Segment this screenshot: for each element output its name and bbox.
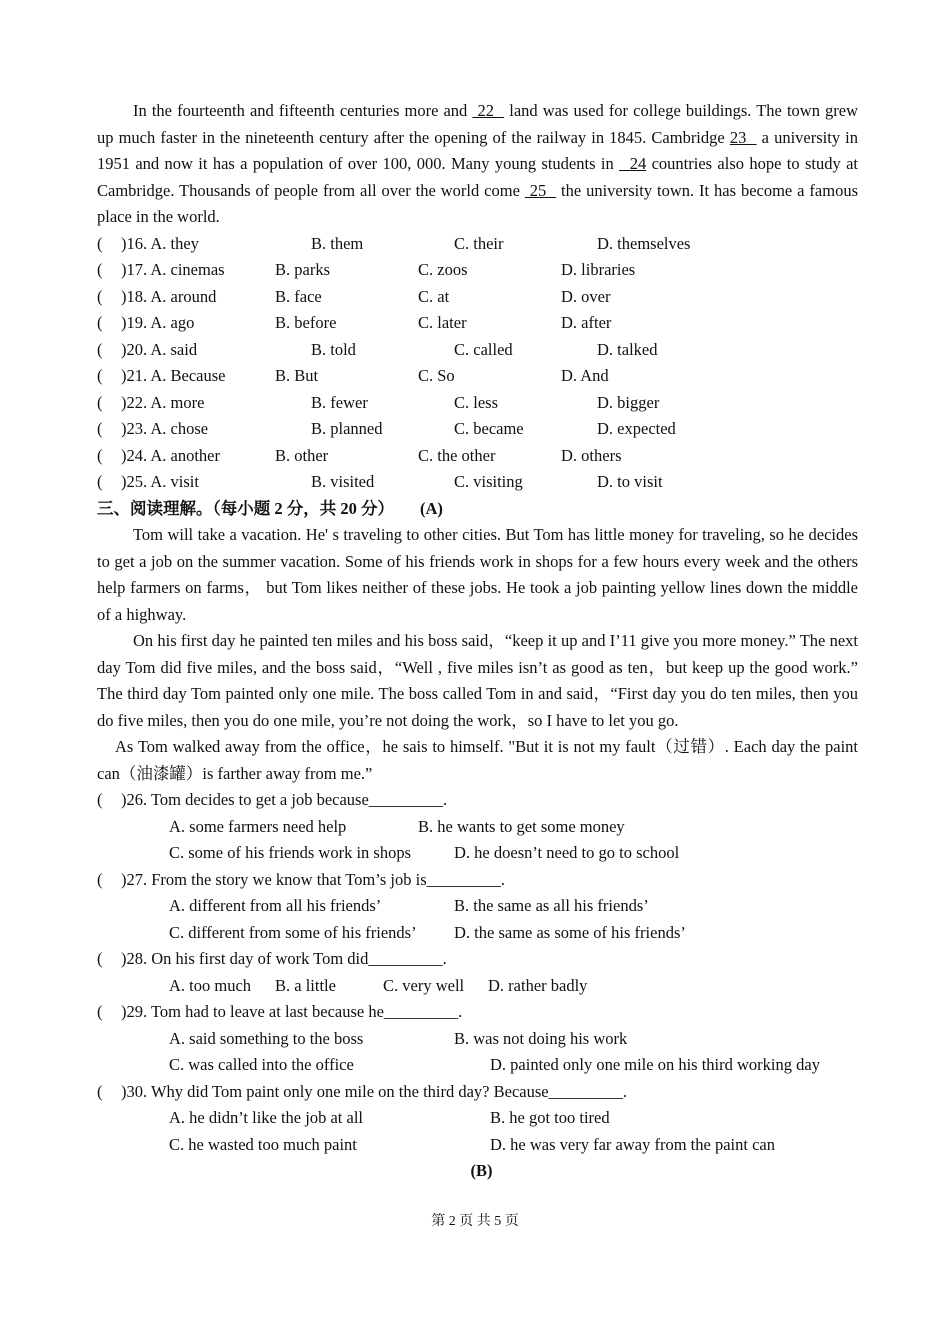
option-c: C. less <box>454 392 499 412</box>
blank-23: 23 <box>729 127 757 147</box>
reading-question-30 <box>97 1079 858 1159</box>
option-b: B. told <box>311 339 356 359</box>
answer-bracket: ( <box>97 869 103 889</box>
answer-bracket: ( <box>97 260 103 279</box>
option-b: B. he got too tired <box>490 1108 610 1127</box>
option-c: C. visiting <box>454 472 523 491</box>
option-b: B. before <box>275 313 337 332</box>
option-c: C. very well <box>383 975 465 995</box>
option-a: A. some farmers need help <box>169 816 347 836</box>
option-b: B. them <box>311 233 364 253</box>
answer-bracket: ( <box>97 339 103 359</box>
option-b: B. a little <box>275 975 336 995</box>
reading-question-27 <box>97 867 858 947</box>
answer-bracket: ( <box>97 233 103 253</box>
answer-bracket: ( <box>97 1081 103 1101</box>
option-b: B. face <box>275 286 322 306</box>
option-b: B. visited <box>311 472 375 491</box>
option-c: C. at <box>418 286 450 306</box>
option-a: )22. A. more <box>121 392 205 412</box>
answer-bracket: ( <box>97 392 103 412</box>
cloze-question-25 <box>97 469 858 496</box>
reading-question-29 <box>97 999 858 1079</box>
reading-paragraph-3: As Tom walked away from the office，he sais to himself. "But it is not my fault（过错）. Each day the paint can（油漆罐）is farther away from me.” <box>97 737 858 783</box>
answer-bracket: ( <box>97 286 103 306</box>
option-d: D. the same as some of his friends’ <box>454 922 686 942</box>
option-d: D. And <box>561 366 609 385</box>
option-d: D. talked <box>597 339 658 359</box>
option-a: )25. A. visit <box>121 472 199 491</box>
option-b: B. the same as all his friends’ <box>454 896 649 915</box>
passage-text: In the fourteenth and fifteenth centuries more and <box>133 101 473 120</box>
option-a: )18. A. around <box>121 286 217 306</box>
option-b: B. was not doing his work <box>454 1028 628 1048</box>
option-d: D. others <box>561 445 622 465</box>
option-b: B. parks <box>275 260 330 279</box>
passage-text: a university in 1951 and now it has a population of over 100, 000. Many young students in <box>97 127 859 173</box>
option-d: D. painted only one mile on his third working day <box>490 1055 820 1074</box>
option-b: B. he wants to get some money <box>418 816 625 836</box>
option-d: D. over <box>561 286 611 306</box>
exam-page <box>97 98 858 1184</box>
option-c: C. was called into the office <box>169 1055 354 1074</box>
option-a: )20. A. said <box>121 339 198 359</box>
answer-bracket: ( <box>97 790 103 809</box>
section-title: 三、阅读理解。（每小题 2 分，共 20 分） <box>97 498 394 518</box>
option-c: C. later <box>418 313 467 332</box>
reading-question-28 <box>97 946 858 999</box>
passage-label-a: (A) <box>420 498 443 518</box>
option-a: A. he didn’t like the job at all <box>169 1108 363 1127</box>
question-stem: )28. On his first day of work Tom did_________. <box>121 949 447 968</box>
option-a: A. too much <box>169 975 252 995</box>
reading-paragraph-1: Tom will take a vacation. He' s traveling to other cities. But Tom has little money for traveling, so he decides to get a job on the summer vacation. Some of his friends work in shops for a few hours every week and the others help farmers on farms， but Tom likes neither of these jobs. He took a job painting yellow lines down the middle of a highway. <box>97 525 858 624</box>
cloze-question-22 <box>97 390 858 417</box>
answer-bracket: ( <box>97 313 103 332</box>
cloze-question-18 <box>97 284 858 311</box>
option-a: )23. A. chose <box>121 419 209 438</box>
option-d: D. bigger <box>597 392 660 412</box>
option-c: C. some of his friends work in shops <box>169 843 411 862</box>
option-c: C. he wasted too much paint <box>169 1134 357 1154</box>
passage-label-b: (B) <box>470 1161 493 1180</box>
option-c: C. different from some of his friends’ <box>169 922 417 942</box>
option-c: C. became <box>454 419 524 438</box>
cloze-question-16 <box>97 231 858 258</box>
option-b: B. planned <box>311 419 383 438</box>
cloze-question-23 <box>97 416 858 443</box>
blank-25: 25 <box>524 180 557 200</box>
option-d: D. rather badly <box>488 975 588 995</box>
option-d: D. libraries <box>561 260 636 279</box>
passage-text: the university town. It has become a famous place in the world. <box>97 180 858 226</box>
option-d: D. expected <box>597 419 676 438</box>
cloze-question-24 <box>97 443 858 470</box>
question-stem: )30. Why did Tom paint only one mile on the third day? Because_________. <box>121 1081 627 1101</box>
option-d: D. he was very far away from the paint can <box>490 1134 775 1154</box>
cloze-question-17 <box>97 257 858 284</box>
answer-bracket: ( <box>97 949 103 968</box>
option-d: D. to visit <box>597 472 663 491</box>
question-stem: )26. Tom decides to get a job because_________. <box>121 790 448 809</box>
page-number: 第 2 页 共 5 页 <box>431 1214 519 1229</box>
reading-question-26 <box>97 787 858 867</box>
passage-text: countries also hope to study at Cambridge. Thousands of people from all over the world come <box>97 154 858 200</box>
answer-bracket: ( <box>97 445 103 465</box>
option-d: D. after <box>561 313 612 332</box>
section-heading <box>97 496 858 523</box>
option-c: C. zoos <box>418 260 468 279</box>
passage-text: land was used for college buildings. The town grew up much faster in the nineteenth century after the opening of the railway in 1845. Cambridge <box>97 101 859 147</box>
option-a: )17. A. cinemas <box>121 260 225 279</box>
option-b: B. fewer <box>311 392 368 412</box>
option-c: C. called <box>454 339 513 359</box>
cloze-question-20 <box>97 337 858 364</box>
cloze-question-21 <box>97 363 858 390</box>
option-a: A. different from all his friends’ <box>169 896 382 915</box>
reading-paragraph-2: On his first day he painted ten miles and his boss said，“keep it up and I’11 give you more money.” The next day Tom did five miles, and the boss said，“Well , five miles isn’t as good as ten，but keep up the good work.” The third day Tom painted only one mile. The boss called Tom in and said，“First day you do ten miles, then you do five miles, then you do one mile, you’re not doing the work，so I have to let you go. <box>97 631 858 730</box>
option-d: D. he doesn’t need to go to school <box>454 843 680 862</box>
option-b: B. other <box>275 445 329 465</box>
option-a: )21. A. Because <box>121 366 226 385</box>
cloze-question-19 <box>97 310 858 337</box>
option-d: D. themselves <box>597 233 691 253</box>
answer-bracket: ( <box>97 366 103 385</box>
cloze-question-list <box>97 231 858 496</box>
blank-22: 22 <box>472 101 505 120</box>
answer-bracket: ( <box>97 419 103 438</box>
option-a: )24. A. another <box>121 445 220 465</box>
option-a: )16. A. they <box>121 233 199 253</box>
option-c: C. the other <box>418 445 496 465</box>
question-stem: )29. Tom had to leave at last because he_________. <box>121 1002 463 1021</box>
cloze-passage-end <box>97 98 858 231</box>
option-c: C. So <box>418 366 455 385</box>
question-stem: )27. From the story we know that Tom’s job is_________. <box>121 869 505 889</box>
option-c: C. their <box>454 233 504 253</box>
answer-bracket: ( <box>97 1002 103 1021</box>
blank-24: 24 <box>619 154 647 173</box>
option-b: B. But <box>275 366 319 385</box>
option-a: A. said something to the boss <box>169 1028 364 1048</box>
option-a: )19. A. ago <box>121 313 195 332</box>
answer-bracket: ( <box>97 472 103 491</box>
